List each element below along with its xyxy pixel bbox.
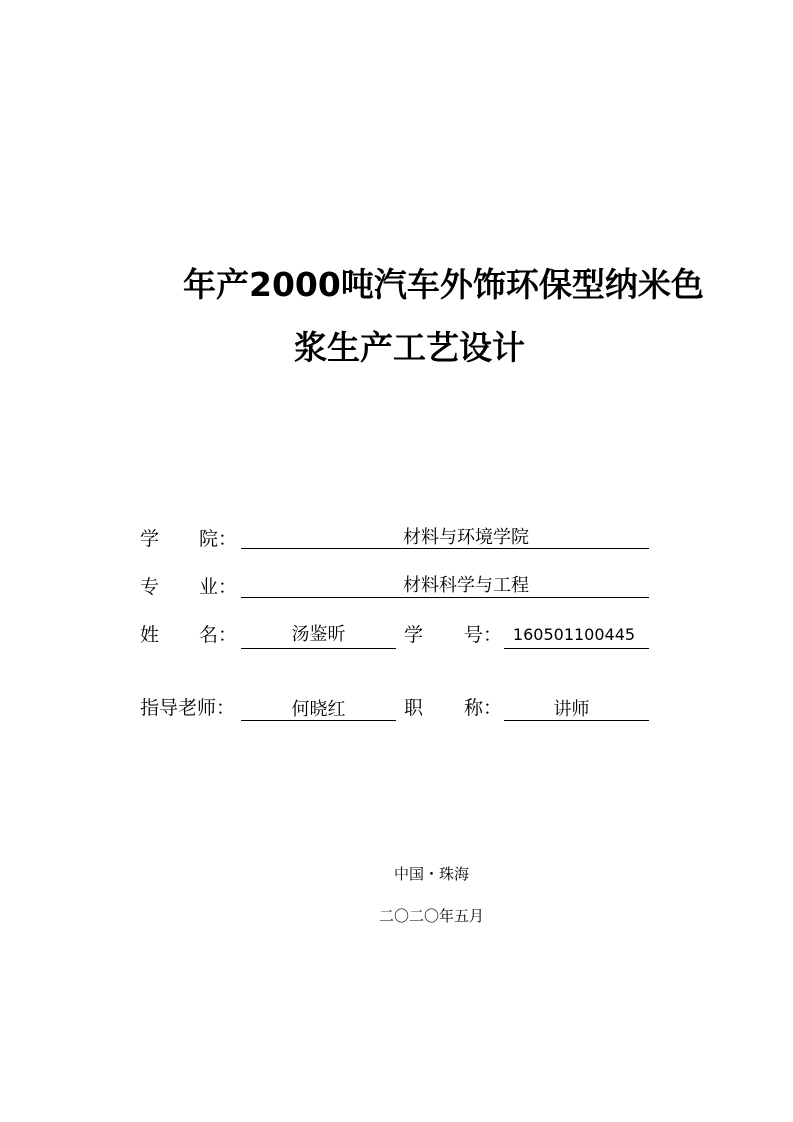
college-label-char-2: 院： — [199, 528, 238, 550]
name-underline — [241, 648, 396, 649]
footer-place: 中国・珠海 — [393, 865, 469, 883]
title-rank-label-char-1: 职 — [404, 697, 424, 719]
major-label-char-1: 专 — [140, 576, 160, 598]
name-label-char-2: 名： — [199, 624, 238, 646]
name-label-char-1: 姓 — [140, 624, 160, 646]
title-rank-value: 讲师 — [553, 699, 590, 720]
college-label-char-1: 学 — [140, 528, 160, 550]
student-id-label-char-1: 学 — [404, 624, 424, 646]
advisor-label: 指导老师： — [140, 697, 236, 719]
student-id-label-char-2: 号： — [464, 624, 503, 646]
thesis-title-line-2: 浆生产工艺设计 — [294, 328, 525, 367]
title-rank-label-char-2: 称： — [464, 697, 503, 719]
thesis-title-line-1: 年产2000吨汽车外饰环保型纳米色 — [183, 265, 704, 304]
footer-date: 二〇二〇年五月 — [378, 907, 484, 925]
student-id-value: 160501100445 — [512, 625, 636, 644]
major-label-char-2: 业： — [199, 576, 238, 598]
name-value: 汤鉴昕 — [291, 624, 346, 645]
advisor-value: 何晓红 — [291, 699, 346, 720]
student-id-underline — [504, 648, 649, 649]
major-value: 材料科学与工程 — [403, 575, 529, 596]
college-value: 材料与环境学院 — [403, 527, 529, 548]
